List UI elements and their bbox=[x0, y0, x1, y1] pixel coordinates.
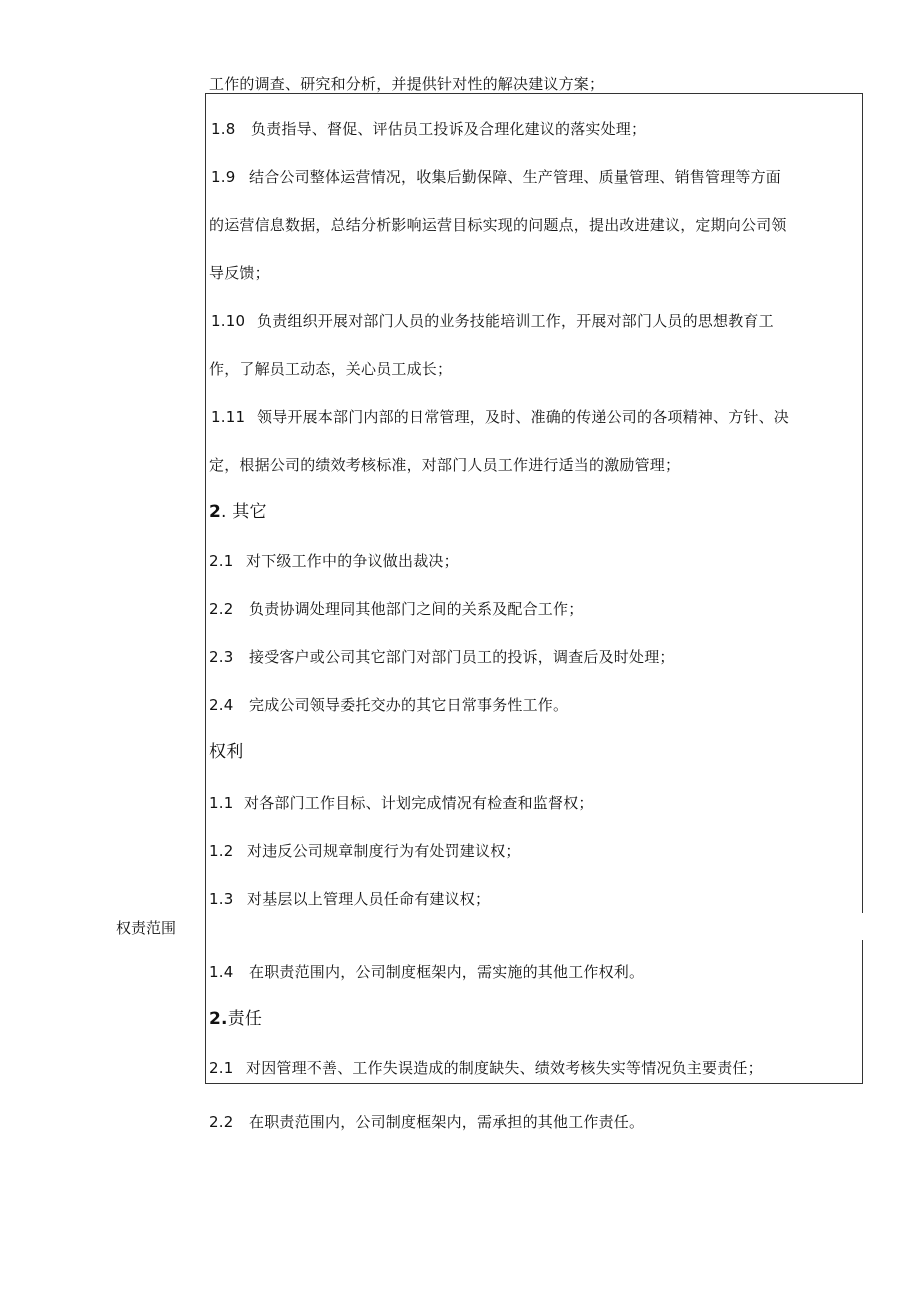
rights-item-1-1 bbox=[209, 793, 594, 813]
section-title: 责任 bbox=[227, 1009, 263, 1029]
other-item-2-2 bbox=[209, 599, 583, 619]
item-number: 2.1 bbox=[209, 552, 234, 570]
section-title: . 其它 bbox=[221, 502, 267, 522]
table-bottom-border bbox=[205, 1083, 863, 1084]
side-label-scope: 权责范围 bbox=[116, 919, 177, 937]
section-other-heading bbox=[209, 502, 267, 522]
item-number: 1.8 bbox=[211, 120, 236, 138]
table-left-border bbox=[205, 93, 206, 1084]
item-number: 1.11 bbox=[211, 408, 246, 426]
item-text: 负责指导、督促、评估员工投诉及合理化建议的落实处理； bbox=[251, 120, 647, 138]
item-number: 2.2 bbox=[209, 600, 234, 618]
other-item-2-4 bbox=[209, 695, 568, 715]
intro-text: 工作的调查、研究和分析，并提供针对性的解决建议方案； bbox=[209, 75, 605, 93]
duty-1-10-cont: 作，了解员工动态，关心员工成长； bbox=[209, 360, 453, 378]
duty-1-8 bbox=[211, 119, 646, 139]
table-right-border-lower bbox=[862, 940, 863, 1084]
item-text: 对各部门工作目标、计划完成情况有检查和监督权； bbox=[244, 794, 594, 812]
duty-1-10 bbox=[211, 311, 774, 331]
item-text: 负责协调处理同其他部门之间的关系及配合工作； bbox=[249, 600, 584, 618]
item-text: 在职责范围内，公司制度框架内，需实施的其他工作权利。 bbox=[249, 963, 645, 981]
item-text: 在职责范围内，公司制度框架内，需承担的其他工作责任。 bbox=[249, 1113, 645, 1131]
section-number: 2. bbox=[209, 1009, 228, 1029]
rights-heading: 权利 bbox=[209, 742, 244, 762]
duty-1-11 bbox=[211, 407, 789, 427]
rights-item-1-3 bbox=[209, 889, 490, 909]
rights-item-1-4 bbox=[209, 962, 644, 982]
item-text: 结合公司整体运营情况，收集后勤保障、生产管理、质量管理、销售管理等方面 bbox=[249, 168, 782, 186]
section-number: 2 bbox=[209, 502, 222, 522]
responsibility-item-2-2 bbox=[209, 1112, 644, 1132]
table-right-border-upper bbox=[862, 93, 863, 913]
rights-item-1-2 bbox=[209, 841, 521, 861]
item-number: 2.1 bbox=[209, 1059, 234, 1077]
item-number: 1.9 bbox=[211, 168, 236, 186]
item-number: 2.4 bbox=[209, 696, 234, 714]
item-text: 对基层以上管理人员任命有建议权； bbox=[247, 890, 491, 908]
duty-1-9-cont: 导反馈； bbox=[209, 264, 270, 282]
responsibility-item-2-1 bbox=[209, 1058, 763, 1078]
item-text: 对违反公司规章制度行为有处罚建议权； bbox=[247, 842, 521, 860]
duty-1-9-cont: 的运营信息数据，总结分析影响运营目标实现的问题点，提出改进建议，定期向公司领 bbox=[209, 216, 787, 234]
other-item-2-3 bbox=[209, 647, 675, 667]
item-number: 2.2 bbox=[209, 1113, 234, 1131]
item-text: 领导开展本部门内部的日常管理，及时、准确的传递公司的各项精神、方针、决 bbox=[257, 408, 790, 426]
item-number: 1.10 bbox=[211, 312, 246, 330]
item-text: 接受客户或公司其它部门对部门员工的投诉，调查后及时处理； bbox=[249, 648, 675, 666]
duty-1-11-cont: 定，根据公司的绩效考核标准，对部门人员工作进行适当的激励管理； bbox=[209, 456, 681, 474]
duty-1-9 bbox=[211, 167, 781, 187]
item-number: 1.2 bbox=[209, 842, 234, 860]
responsibility-heading bbox=[209, 1009, 262, 1029]
item-number: 2.3 bbox=[209, 648, 234, 666]
item-text: 负责组织开展对部门人员的业务技能培训工作，开展对部门人员的思想教育工 bbox=[257, 312, 774, 330]
item-text: 完成公司领导委托交办的其它日常事务性工作。 bbox=[249, 696, 569, 714]
item-number: 1.3 bbox=[209, 890, 234, 908]
item-number: 1.4 bbox=[209, 963, 234, 981]
item-number: 1.1 bbox=[209, 794, 234, 812]
other-item-2-1 bbox=[209, 551, 459, 571]
item-text: 对因管理不善、工作失误造成的制度缺失、绩效考核失实等情况负主要责任； bbox=[246, 1059, 763, 1077]
item-text: 对下级工作中的争议做出裁决； bbox=[246, 552, 459, 570]
